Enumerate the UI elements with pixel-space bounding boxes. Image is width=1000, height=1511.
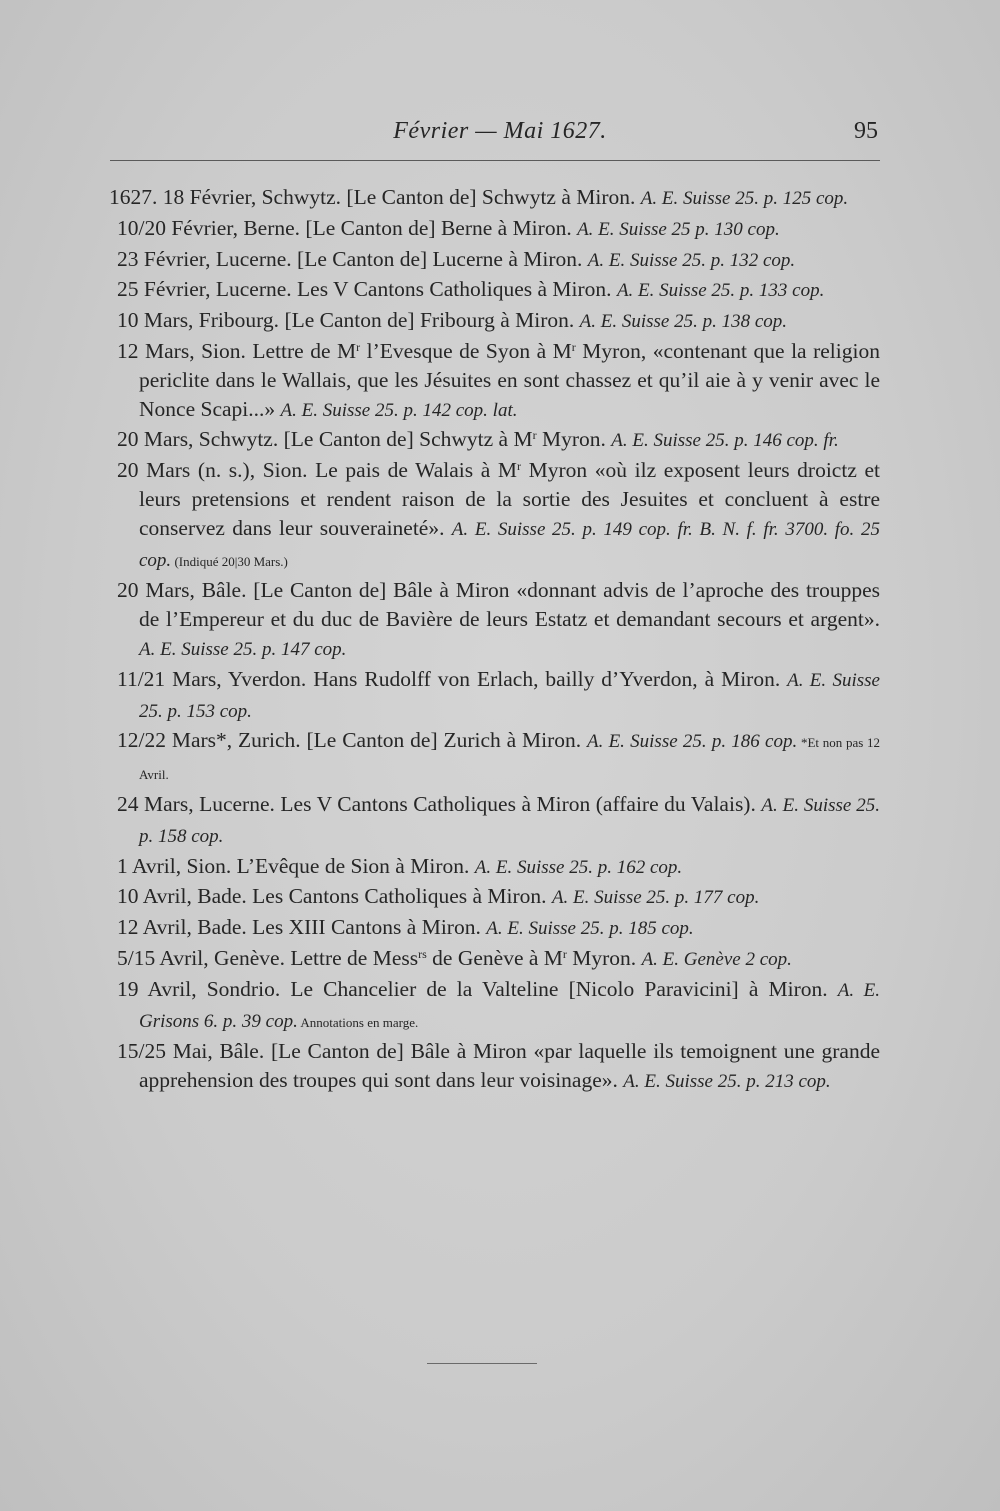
calendar-entry [117,306,880,337]
entry-date: 5/15 Avril, Genève. [117,945,285,970]
entry-date: 11/21 Mars, Yverdon. [117,666,307,691]
entry-text: [Le Canton de] Bâle à Miron «donnant advis de l’aproche des trouppes de l’Empereur et du duc de Bavière de leurs Estatz et demandant secours et argent». [139,578,880,632]
entry-text: [Le Canton de] Schwytz à M [278,427,533,452]
archive-reference: A. E. Suisse 25. p. 147 cop. [139,638,347,660]
entry-date: 19 Avril, Sondrio. [117,976,281,1001]
superscript: r [571,339,576,354]
archive-reference: A. E. Suisse 25. p. 146 cop. fr. [611,430,839,452]
archive-reference: A. E. Suisse 25. p. 133 cop. [616,280,825,302]
entry-date: 15/25 Mai, Bâle. [117,1039,265,1064]
archive-reference: A. E. Suisse 25. p. 213 cop. [623,1071,831,1093]
archive-reference: A. E. Grisons 6. p. 39 cop. [139,979,880,1032]
superscript: r [532,428,537,443]
calendar-entry [117,275,880,306]
archive-reference: A. E. Suisse 25. p. 142 cop. lat. [280,399,518,421]
calendar-entries [109,183,880,1097]
entry-text: Le pais de Walais à M [307,458,518,483]
entry-text: l’Evesque de Syon à M [360,338,572,363]
archive-reference: A. E. Suisse 25. p. 153 cop. [139,669,880,722]
entry-date: 10/20 Février, Berne. [117,215,301,240]
entry-text: [Le Canton de] Schwytz à Miron. [341,185,641,209]
entry-date: 12 Mars, Sion. [117,338,246,363]
entry-text: Lettre de Mess [284,945,419,970]
entry-date: 10 Mars, Fribourg. [117,308,280,333]
archive-reference: A. E. Suisse 25. p. 185 cop. [486,918,694,940]
calendar-entry [117,214,880,245]
entry-text: Myron. [536,427,612,452]
calendar-entry [117,913,880,944]
entry-text: L’Evêque de Sion à Miron. [231,853,475,878]
running-title: Février — Mai 1627. [393,118,607,144]
superscript: r [562,946,567,961]
archive-reference: A. E. Suisse 25. p. 177 cop. [551,887,760,909]
closing-rule [427,1363,537,1364]
entry-date: 20 Mars, Bâle. [117,578,247,603]
entry-text: Hans Rudolff von Erlach, bailly d’Yverdon, à Miron. [306,666,788,691]
entry-text: Les V Cantons Catholiques à Miron (affaire du Valais). [274,791,762,816]
superscript: r [356,339,361,354]
archive-reference: A. E. Suisse 25. p. 158 cop. [139,794,880,847]
archive-reference: A. E. Suisse 25. p. 125 cop. [640,188,849,209]
archive-reference: A. E. Suisse 25. p. 162 cop. [474,856,683,878]
entry-text: de Genève à M [426,945,563,970]
archive-reference: A. E. Suisse 25. p. 132 cop. [587,249,796,271]
editorial-note: *Et non pas 12 Avril. [139,735,880,783]
entry-text: Les V Cantons Catholiques à Miron. [291,277,617,302]
calendar-entry [117,337,880,425]
calendar-entry [117,245,880,276]
entry-date: 25 Février, Lucerne. [117,277,292,302]
calendar-entry [117,576,880,664]
calendar-entry [117,425,880,456]
entry-date: 23 Février, Lucerne. [117,246,292,271]
archive-reference: A. E. Suisse 25 p. 130 cop. [577,218,780,240]
entry-text: Les Cantons Catholiques à Miron. [246,884,552,909]
entry-text: Les XIII Cantons à Miron. [246,915,487,940]
archive-reference: A. E. Suisse 25. p. 149 cop. fr. B. N. f. fr. 3700. fo. 25 cop. [139,518,880,571]
entry-text: [Le Canton de] Bâle à Miron «par laquelle ils temoignent une grande apprehension des troupes qui sont dans leur voisinage». [139,1039,880,1093]
editorial-note: (Indiqué 20|30 Mars.) [171,553,288,569]
calendar-entry [117,456,880,576]
entry-text: [Le Canton de] Lucerne à Miron. [291,246,588,271]
calendar-entry [117,1037,880,1097]
entry-text: Myron. [566,945,642,970]
entry-text: [Le Canton de] Fribourg à Miron. [279,308,580,333]
calendar-entry [109,183,880,214]
entry-date: 1627. 18 Février, Schwytz. [109,185,342,209]
entry-date: 20 Mars, Schwytz. [117,427,279,452]
entry-date: 20 Mars (n. s.), Sion. [117,458,308,483]
entry-date: 1 Avril, Sion. [117,853,232,878]
editorial-note: Annotations en marge. [297,1014,419,1030]
superscript: r [517,459,522,474]
archive-reference: A. E. Suisse 25. p. 186 cop. [586,731,798,753]
entry-text: Myron «où ilz exposent leurs droictz et leurs pretensions et rendent raison de la sortie des Jesuites et concluent à estre conservez dans leur souveraineté». [139,458,880,540]
entry-text: [Le Canton de] Zurich à Miron. [300,728,587,753]
page-number: 95 [854,118,878,144]
page-header [110,118,880,158]
entry-text: [Le Canton de] Berne à Miron. [300,215,578,240]
archive-reference: A. E. Genève 2 cop. [641,948,792,970]
entry-date: 12 Avril, Bade. [117,915,247,940]
calendar-entry [117,852,880,883]
entry-text: Myron, «contenant que la religion periclite dans le Wallais, que les Jésuites en sont chassez et qu’il aie à y venir avec le Nonce Scapi...» [139,338,880,421]
archive-reference: A. E. Suisse 25. p. 138 cop. [579,311,788,333]
calendar-entry [117,665,880,727]
entry-date: 24 Mars, Lucerne. [117,791,275,816]
calendar-entry [117,726,880,790]
entry-text: Lettre de M [245,338,357,363]
calendar-entry [117,790,880,852]
entry-date: 10 Avril, Bade. [117,884,247,909]
header-rule [110,160,880,161]
entry-text: Le Chancelier de la Valteline [Nicolo Paravicini] à Miron. [280,976,838,1001]
entry-date: 12/22 Mars*, Zurich. [117,728,301,753]
calendar-entry [117,975,880,1038]
calendar-entry [117,882,880,913]
calendar-entry [117,944,880,975]
superscript: rs [418,946,427,961]
